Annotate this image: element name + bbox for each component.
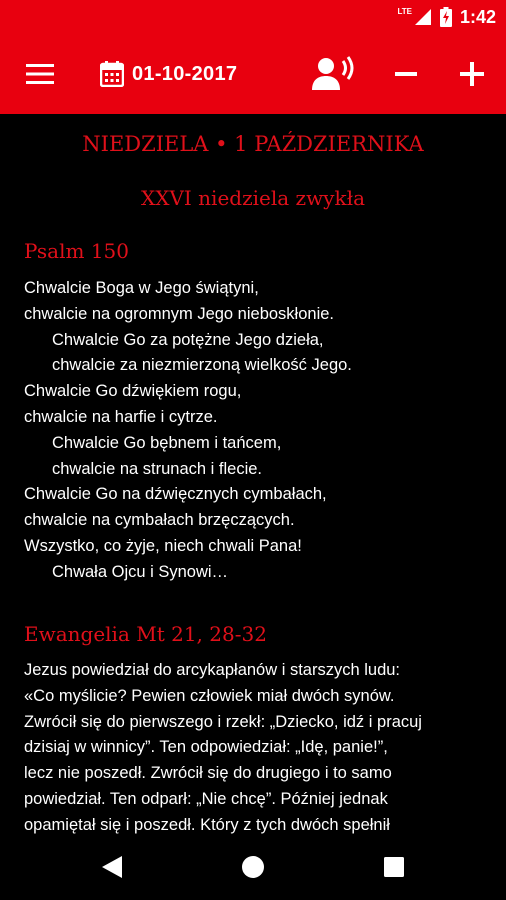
psalm-line: chwalcie na cymbałach brzęczących. <box>24 511 295 530</box>
psalm-title: Psalm 150 <box>24 239 129 263</box>
gospel-text <box>24 658 494 834</box>
decrease-font-button[interactable] <box>384 34 428 114</box>
recents-icon <box>384 857 404 877</box>
status-icons <box>397 0 496 34</box>
psalm-line: Chwalcie Go dźwiękiem rogu, <box>24 382 242 401</box>
clock: 1:42 <box>459 6 496 27</box>
reading-content[interactable] <box>0 114 506 834</box>
app-toolbar <box>0 34 506 114</box>
increase-font-button[interactable] <box>450 34 494 114</box>
battery-icon <box>440 7 452 27</box>
psalm-line: chwalcie na strunach i flecie. <box>52 459 263 478</box>
gospel-title: Ewangelia Mt 21, 28-32 <box>24 622 267 646</box>
gospel-line: opamiętał się i poszedł. Który z tych dwóch spełnił <box>24 815 390 834</box>
menu-button[interactable] <box>16 34 64 114</box>
menu-icon <box>26 63 54 85</box>
recents-button[interactable] <box>354 834 434 900</box>
psalm-line: chwalcie na ogromnym Jego nieboskłonie. <box>24 304 335 323</box>
day-title: NIEDZIELA • 1 PAŹDZIERNIKA <box>82 132 424 156</box>
network-type: LTE <box>397 6 412 16</box>
psalm-line: Chwała Ojcu i Synowi… <box>52 562 229 581</box>
gospel-line: dzisiaj w winnicy”. Ten odpowiedział: „Idę, panie!”, <box>24 738 388 757</box>
gospel-line: Zwrócił się do pierwszego i rzekł: „Dziecko, idź i pracuj <box>24 712 422 731</box>
selected-date: 01-10-2017 <box>132 62 238 85</box>
gospel-line: «Co myślicie? Pewien człowiek miał dwóch synów. <box>24 686 395 705</box>
back-button[interactable] <box>72 834 152 900</box>
home-button[interactable] <box>213 834 293 900</box>
gospel-line: lecz nie poszedł. Zwrócił się do drugiego i to samo <box>24 764 392 783</box>
psalm-line: Chwalcie Go na dźwięcznych cymbałach, <box>24 485 327 504</box>
minus-icon <box>395 63 417 85</box>
psalm-line: chwalcie za niezmierzoną wielkość Jego. <box>52 356 352 375</box>
voice-icon <box>312 56 356 92</box>
read-aloud-button[interactable] <box>304 34 364 114</box>
psalm-line: Wszystko, co żyje, niech chwali Pana! <box>24 536 302 555</box>
back-icon <box>102 856 122 878</box>
system-nav-bar <box>0 834 506 900</box>
psalm-line: Chwalcie Boga w Jego świątyni, <box>24 279 259 297</box>
gospel-line: Jezus powiedział do arcykapłanów i starszych ludu: <box>24 661 401 679</box>
calendar-icon <box>100 61 124 87</box>
status-bar <box>0 0 506 34</box>
liturgical-day: XXVI niedziela zwykła <box>140 186 366 210</box>
psalm-text <box>24 276 494 586</box>
psalm-line: Chwalcie Go za potężne Jego dzieła, <box>52 330 324 349</box>
date-picker-button[interactable] <box>100 34 250 114</box>
signal-icon <box>414 8 432 26</box>
home-icon <box>242 856 264 878</box>
plus-icon <box>460 62 484 86</box>
psalm-line: chwalcie na harfie i cytrze. <box>24 407 218 426</box>
gospel-line: powiedział. Ten odparł: „Nie chcę”. Później jednak <box>24 789 388 808</box>
psalm-line: Chwalcie Go bębnem i tańcem, <box>52 433 282 452</box>
